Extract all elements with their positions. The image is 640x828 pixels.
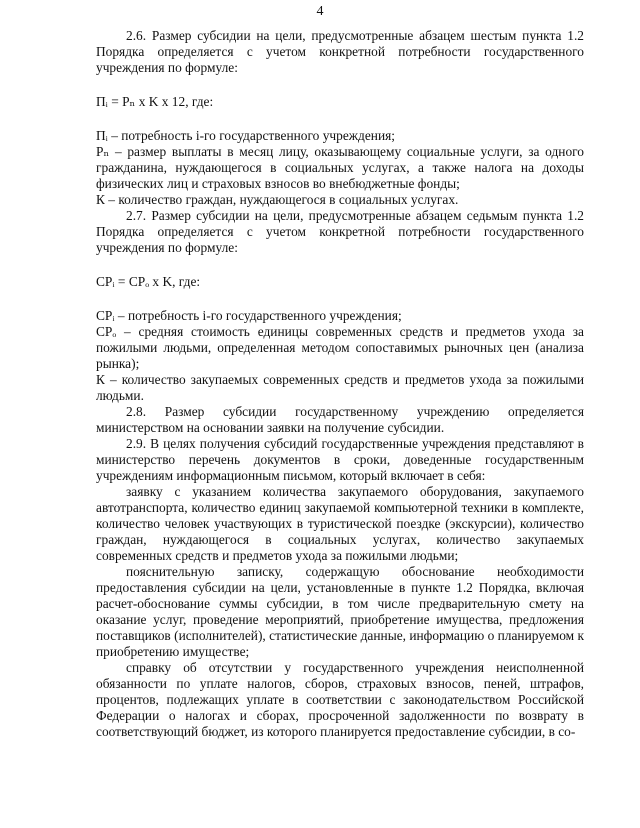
list-item-certificate: справку об отсутствии у государственного учреждения неисполненной обязанности по уплате налогов, сборов, страховых взносов, пеней, штрафов, процентов, подлежащих уплате в соответствии с законодательством Российской Федерации о налогах и сборах, просроченной задолженности по возврату в соответствующий бюджет, из которого планируется предоставление субсидии, в со- [96,660,584,739]
page-number: 4 [316,4,324,19]
list-item-application: заявку с указанием количества закупаемого оборудования, закупаемого автотранспорта, количество единиц закупаемой компьютерной техники в комплекте, количество человек участвующих в туристической поездке (экскурсии), количество граждан, нуждающегося в социальных услугах, количество закупаемых современных средств и предметов ухода за пожилыми людьми; [96,484,584,563]
document-body [96,28,584,740]
formula-need: Пᵢ = Pₙ x K x 12, где: [96,94,214,109]
list-item-explanatory-note: пояснительную записку, содержащую обоснование необходимости предоставления субсидии на цели, установленные в пункте 1.2 Порядка, включая расчет-обоснование суммы субсидии, в том числе предварительную смету на оказание услуг, проведение мероприятий, приобретение имущества, предложения поставщиков (исполнителей), статистические данные, информацию о планируемом к приобретению имуществе; [96,564,584,659]
paragraph-2-7: 2.7. Размер субсидии на цели, предусмотренные абзацем седьмым пункта 1.2 Порядка определяется с учетом конкретной потребности государственного учреждения по формуле: [96,208,584,255]
definition-k-items: К – количество закупаемых современных средств и предметов ухода за пожилыми людьми. [96,372,584,403]
definition-cpi: СPᵢ – потребность i-го государственного учреждения; [96,308,402,323]
paragraph-2-8: 2.8. Размер субсидии государственному учреждению определяется министерством на основании заявки на получение субсидии. [96,404,584,435]
definition-pn: Pₙ – размер выплаты в месяц лицу, оказывающему социальные услуги, за одного гражданина, нуждающегося в социальных услугах, а также налога на доходы физических лиц и страховых взносов во внебюджетные фонды; [96,144,584,191]
paragraph-2-6: 2.6. Размер субсидии на цели, предусмотренные абзацем шестым пункта 1.2 Порядка определяется с учетом конкретной потребности государственного учреждения по формуле: [96,28,584,75]
definition-k-citizens: К – количество граждан, нуждающегося в социальных услугах. [96,192,459,207]
definition-cpo: СPₒ – средняя стоимость единицы современных средств и предметов ухода за пожилыми людьми, определенная методом сопоставимых рыночных цен (анализа рынка); [96,324,584,371]
definition-pi: Пᵢ – потребность i-го государственного учреждения; [96,128,395,143]
paragraph-2-9: 2.9. В целях получения субсидий государственные учреждения представляют в министерство перечень документов в сроки, доведенные государственным учреждениям информационным письмом, который включает в себя: [96,436,584,483]
formula-cost: СPᵢ = СPₒ x K, где: [96,274,201,289]
